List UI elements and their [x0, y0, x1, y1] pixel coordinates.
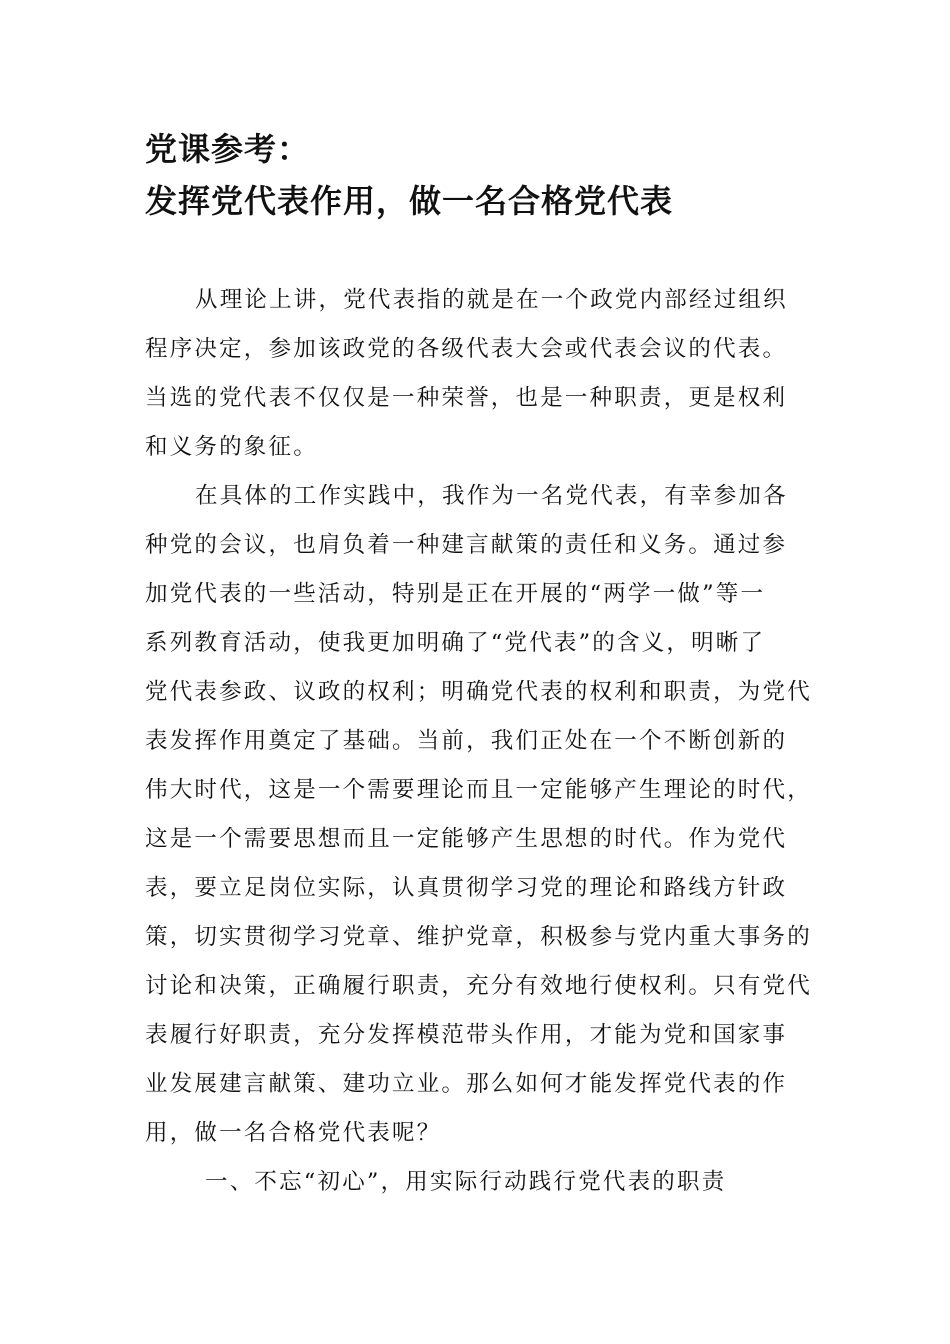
text-line: 从理论上讲，党代表指的就是在一个政党内部经过组织	[195, 287, 788, 313]
text-line: 表发挥作用奠定了基础。当前，我们正处在一个不断创新的	[145, 728, 788, 754]
text-line: 表履行好职责，充分发挥模范带头作用，才能为党和国家事	[145, 1022, 788, 1048]
text-line: 程序决定，参加该政党的各级代表大会或代表会议的代表。	[145, 336, 788, 362]
text-line: 业发展建言献策、建功立业。那么如何才能发挥党代表的作	[145, 1071, 788, 1097]
text-line: 当选的党代表不仅仅是一种荣誉，也是一种职责，更是权利	[145, 385, 788, 411]
text-line: 表，要立足岗位实际，认真贯彻学习党的理论和路线方针政	[145, 875, 788, 901]
text-line: 用，做一名合格党代表呢？	[145, 1120, 442, 1146]
text-line: 伟大时代，这是一个需要理论而且一定能够产生理论的时代，	[145, 777, 812, 803]
text-line: 种党的会议，也肩负着一种建言献策的责任和义务。通过参	[145, 532, 788, 558]
paragraph-2	[145, 472, 810, 1158]
title-line: 党课参考：	[145, 130, 311, 168]
text-line: 和义务的象征。	[145, 434, 318, 460]
document-title	[145, 123, 825, 227]
text-line: 党代表参政、议政的权利；明确党代表的权利和职责，为党代	[145, 679, 812, 705]
paragraph-1	[145, 276, 810, 472]
title-line: 发挥党代表作用，做一名合格党代表	[145, 182, 674, 220]
document-body	[145, 276, 810, 1207]
section-heading: 一、不忘“初心”，用实际行动践行党代表的职责	[205, 1169, 727, 1195]
text-line: 在具体的工作实践中，我作为一名党代表，有幸参加各	[195, 483, 788, 509]
text-line: 策，切实贯彻学习党章、维护党章，积极参与党内重大事务的	[145, 924, 812, 950]
text-line: 加党代表的一些活动，特别是正在开展的“两学一做”等一	[145, 581, 766, 607]
text-line: 讨论和决策，正确履行职责，充分有效地行使权利。只有党代	[145, 973, 812, 999]
text-line: 系列教育活动，使我更加明确了“党代表”的含义，明晰了	[145, 630, 766, 656]
text-line: 这是一个需要思想而且一定能够产生思想的时代。作为党代	[145, 826, 788, 852]
